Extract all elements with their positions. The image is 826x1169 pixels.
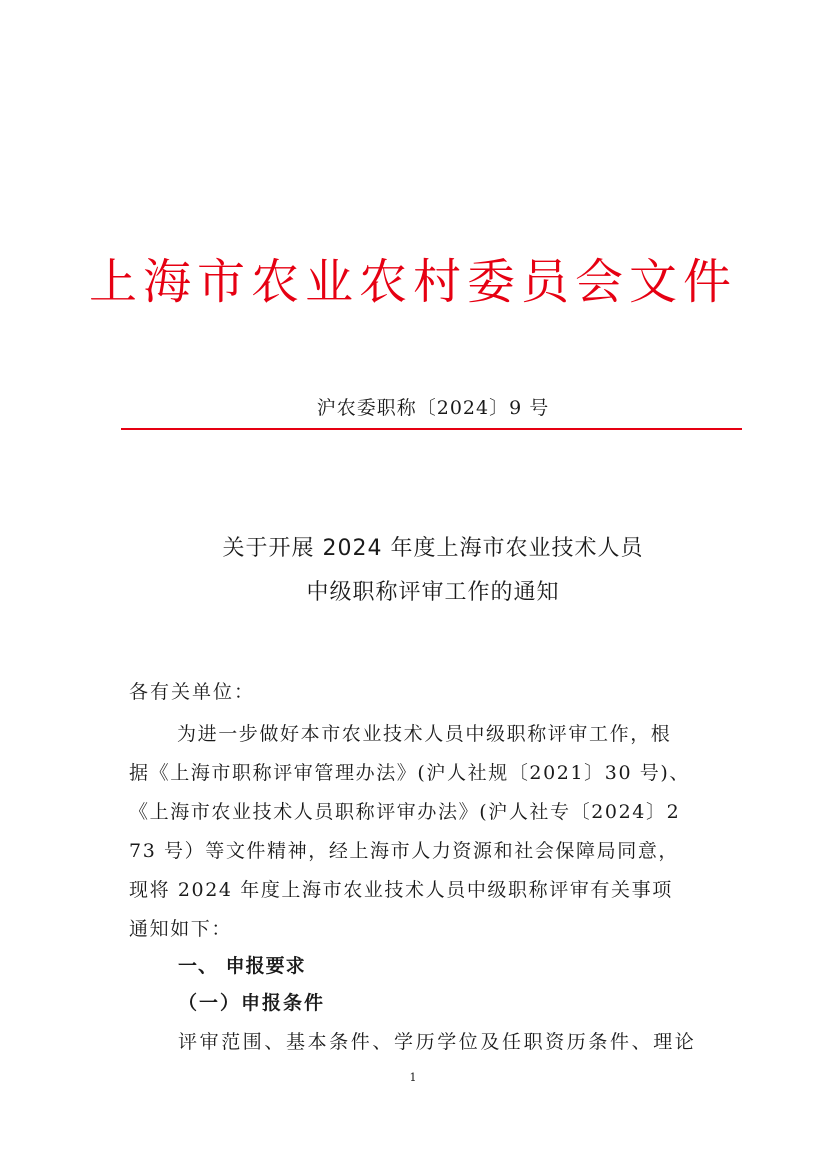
notice-title bbox=[0, 527, 826, 615]
red-divider-line bbox=[121, 428, 742, 430]
body-line-continued: 评审范围、基本条件、学历学位及任职资历条件、理论 bbox=[178, 1031, 697, 1053]
body-line: 现将 2024 年度上海市农业技术人员中级职称评审有关事项 bbox=[129, 879, 673, 901]
body-line: 73 号）等文件精神，经上海市人力资源和社会保障局同意， bbox=[129, 840, 680, 862]
section-heading-1: 一、 申报要求 bbox=[178, 955, 306, 977]
body-paragraph bbox=[129, 715, 704, 949]
body-line: 《上海市农业技术人员职称评审办法》(沪人社专〔2024〕2 bbox=[129, 801, 681, 823]
salutation: 各有关单位： bbox=[129, 681, 256, 703]
document-number: 沪农委职称〔2024〕9 号 bbox=[316, 397, 550, 419]
body-line: 为进一步做好本市农业技术人员中级职称评审工作，根 bbox=[177, 723, 672, 745]
page-number: 1 bbox=[409, 1071, 417, 1084]
notice-title-line-2: 中级职称评审工作的通知 bbox=[306, 580, 560, 605]
notice-title-line-1: 关于开展 2024 年度上海市农业技术人员 bbox=[222, 536, 644, 561]
body-line: 通知如下： bbox=[129, 918, 233, 940]
body-line: 据《上海市职称评审管理办法》(沪人社规〔2021〕30 号)、 bbox=[129, 762, 690, 784]
subsection-heading-1: （一）申报条件 bbox=[178, 992, 326, 1014]
masthead-title: 上海市农业农村委员会文件 bbox=[88, 254, 737, 310]
